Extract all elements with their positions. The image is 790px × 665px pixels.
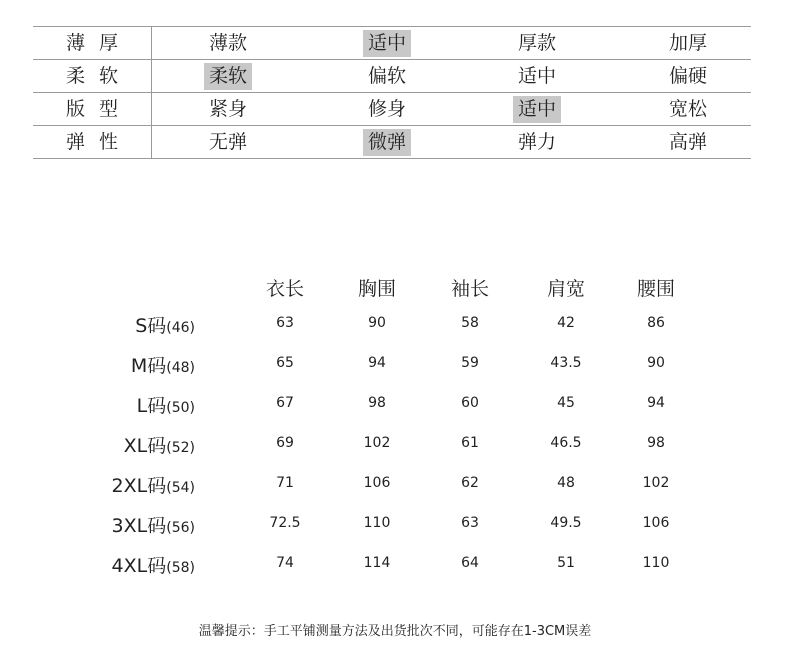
- column-header: 肩宽: [546, 278, 586, 300]
- attribute-row: [33, 60, 751, 93]
- attribute-option-selected: 适中: [513, 96, 561, 123]
- size-label: [131, 351, 195, 378]
- attribute-label: 薄厚: [33, 27, 152, 59]
- attribute-option: 薄款: [208, 32, 248, 54]
- size-code: (54): [166, 480, 195, 496]
- table-cell: 90: [368, 315, 386, 331]
- size-name: XL码: [123, 435, 167, 457]
- table-cell: 65: [276, 355, 294, 371]
- attribute-row: [33, 126, 751, 159]
- size-label: [112, 511, 195, 538]
- table-cell: 64: [461, 555, 479, 571]
- table-cell: 69: [276, 435, 294, 451]
- table-cell: 106: [642, 515, 670, 531]
- attribute-row: [33, 26, 751, 60]
- attribute-option: 适中: [517, 65, 557, 87]
- size-name: 3XL码: [111, 515, 167, 537]
- table-cell: 98: [647, 435, 665, 451]
- table-cell: 110: [642, 555, 670, 571]
- table-cell: 63: [276, 315, 294, 331]
- table-cell: 71: [276, 475, 294, 491]
- size-code: (52): [166, 440, 195, 456]
- column-header: 袖长: [450, 278, 490, 300]
- attribute-label: 柔软: [33, 60, 152, 92]
- column-header: 衣长: [265, 278, 305, 300]
- table-cell: 94: [647, 395, 665, 411]
- size-name: M码: [130, 355, 167, 377]
- size-label: [112, 471, 195, 498]
- table-row: [0, 551, 790, 581]
- attribute-row: [33, 93, 751, 126]
- measurement-note: 温馨提示：手工平铺测量方法及出货批次不同，可能存在1-3CM误差: [198, 624, 592, 639]
- table-cell: 46.5: [550, 435, 582, 451]
- table-cell: 114: [363, 555, 391, 571]
- attribute-option: 弹力: [517, 131, 557, 153]
- size-label: [112, 551, 195, 578]
- table-row: [0, 511, 790, 541]
- attribute-option: 宽松: [668, 98, 708, 120]
- table-row: [0, 471, 790, 501]
- table-cell: 58: [461, 315, 479, 331]
- table-cell: 49.5: [550, 515, 582, 531]
- table-cell: 63: [461, 515, 479, 531]
- column-header: 腰围: [636, 278, 676, 300]
- attribute-option-selected: 微弹: [363, 129, 411, 156]
- table-cell: 74: [276, 555, 294, 571]
- attribute-option: 无弹: [208, 131, 248, 153]
- table-cell: 90: [647, 355, 665, 371]
- table-cell: 102: [363, 435, 391, 451]
- table-cell: 106: [363, 475, 391, 491]
- attribute-option: 加厚: [668, 32, 708, 54]
- column-header: 胸围: [357, 278, 397, 300]
- size-code: (48): [166, 360, 195, 376]
- size-name: L码: [136, 395, 167, 417]
- attribute-option: 偏硬: [668, 65, 708, 87]
- attribute-option: 修身: [367, 98, 407, 120]
- table-row: [0, 391, 790, 421]
- size-label: [137, 391, 195, 418]
- table-row: [0, 351, 790, 381]
- table-row: [0, 311, 790, 341]
- attribute-label: 弹性: [33, 126, 152, 158]
- table-cell: 110: [363, 515, 391, 531]
- table-cell: 94: [368, 355, 386, 371]
- table-cell: 42: [557, 315, 575, 331]
- attribute-option: 偏软: [367, 65, 407, 87]
- attribute-table: [33, 26, 751, 159]
- attribute-option: 紧身: [208, 98, 248, 120]
- size-code: (50): [166, 400, 195, 416]
- table-cell: 62: [461, 475, 479, 491]
- table-cell: 86: [647, 315, 665, 331]
- size-code: (46): [166, 320, 195, 336]
- table-cell: 45: [557, 395, 575, 411]
- table-cell: 60: [461, 395, 479, 411]
- table-cell: 67: [276, 395, 294, 411]
- table-cell: 43.5: [550, 355, 582, 371]
- size-code: (58): [166, 560, 195, 576]
- attribute-option: 高弹: [668, 131, 708, 153]
- size-name: 4XL码: [111, 555, 167, 577]
- attribute-label: 版型: [33, 93, 152, 125]
- attribute-option-selected: 适中: [363, 30, 411, 57]
- table-cell: 61: [461, 435, 479, 451]
- table-row: [0, 431, 790, 461]
- size-code: (56): [166, 520, 195, 536]
- table-cell: 59: [461, 355, 479, 371]
- attribute-option-selected: 柔软: [204, 63, 252, 90]
- table-cell: 72.5: [269, 515, 301, 531]
- size-name: S码: [135, 315, 167, 337]
- table-cell: 98: [368, 395, 386, 411]
- table-cell: 48: [557, 475, 575, 491]
- size-label: [124, 431, 195, 458]
- attribute-option: 厚款: [517, 32, 557, 54]
- table-cell: 102: [642, 475, 670, 491]
- size-label: [135, 311, 195, 338]
- size-name: 2XL码: [111, 475, 167, 497]
- table-cell: 51: [557, 555, 575, 571]
